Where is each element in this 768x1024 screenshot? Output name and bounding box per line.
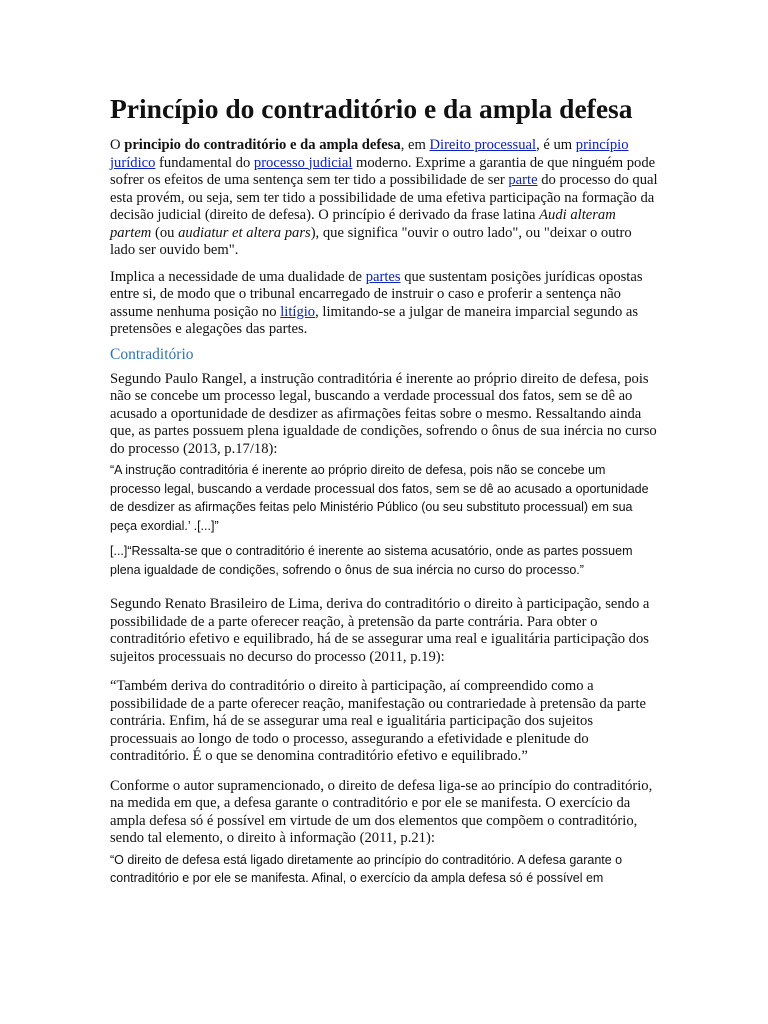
link-parte[interactable]: parte xyxy=(508,172,538,188)
intro-latin-phrase: Audi alteram partem xyxy=(110,207,616,241)
intro-text: O xyxy=(110,137,125,153)
intro-text: moderno. Exprime a garantia de que ninguém pode sofrer os efeitos de uma sentença sem ter tido a possibilidade de ser xyxy=(110,154,656,188)
link-principio-juridico[interactable]: princípio jurídico xyxy=(110,137,629,171)
quote-lima: “Também deriva do contraditório o direito à participação, aí compreendido como a possibilidade de a parte oferecer reação, manifestação ou contrariedade à pretensão da parte contrária. Enfim, há de se assegurar uma real e igualitária participação dos sujeitos processuais ao longo de todo o processo, assegurando a efetividade e plenitude do contraditório. É o que se denomina contraditório efetivo e equilibrado.” xyxy=(110,678,647,764)
quote-lima-2: “O direito de defesa está ligado diretamente ao princípio do contraditório. A defesa garante o contraditório e por ele se manifesta. Afinal, o exercício da ampla defesa só é possível em xyxy=(110,852,623,885)
intro-paragraph xyxy=(110,137,658,260)
link-direito-processual[interactable]: Direito processual xyxy=(429,137,537,153)
paragraph-text: , limitando-se a julgar de maneira imparcial segundo as pretensões e alegações das partes. xyxy=(110,303,639,337)
quote-rangel-1: “A instrução contraditória é inerente ao próprio direito de defesa, pois não se concebe um processo legal, buscando a verdade processual dos fatos, sem se dê ao acusado a oportunidade de desdizer as afirmações feitas pelo Ministério Público (ou seu substituto processual) em sua peça exordial.’ .[...]” xyxy=(110,463,649,533)
link-partes[interactable]: partes xyxy=(365,268,401,285)
document-page xyxy=(110,92,658,888)
body-paragraph-partes xyxy=(110,269,658,339)
link-processo-judicial[interactable]: processo judicial xyxy=(253,154,353,171)
quote-rangel-2: [...]“Ressalta-se que o contraditório é inerente ao sistema acusatório, onde as partes possuem plena igualdade de condições, sofrendo o ônus de sua inércia no curso do processo.” xyxy=(110,544,633,577)
intro-text: fundamental do xyxy=(155,154,254,171)
intro-bold-term: principio do contraditório e da ampla defesa xyxy=(124,137,401,153)
section-heading-contraditorio: Contraditório xyxy=(110,345,194,363)
intro-text: ), que significa "ouvir o outro lado", ou "deixar o outro lado ser ouvido bem". xyxy=(110,224,632,258)
paragraph-text: Implica a necessidade de uma dualidade de xyxy=(110,268,366,285)
intro-text: do processo do qual esta provém, ou seja, sem ter tido a possibilidade de uma efetiva participação na formação da decisão judicial (direito de defesa). O princípio é derivado da frase latina xyxy=(110,172,658,223)
body-paragraph-defesa: Conforme o autor supramencionado, o direito de defesa liga-se ao princípio do contraditório, na medida em que, a defesa garante o contraditório e por ele se manifesta. O exercício da ampla defesa só é possível em virtude de um dos elementos que compõem o contraditório, sendo tal elemento, o direito à informação (2011, p.21): xyxy=(110,777,653,846)
intro-latin-phrase-alt: audiatur et altera pars xyxy=(178,224,311,241)
intro-text: , é um xyxy=(536,137,576,153)
intro-text: , em xyxy=(400,137,430,153)
body-paragraph-rangel: Segundo Paulo Rangel, a instrução contraditória é inerente ao próprio direito de defesa, pois não se concebe um processo legal, buscando a verdade processual dos fatos, sem se dê ao acusado a oportunidade de desdizer as afirmações feitas sobre o mesmo. Ressaltando ainda que, as partes possuem plena igualdade de condições, sofrendo o ônus de sua inércia no curso do processo (2013, p.17/18): xyxy=(110,370,657,457)
page-title: Princípio do contraditório e da ampla defesa xyxy=(110,93,633,124)
body-paragraph-lima: Segundo Renato Brasileiro de Lima, deriva do contraditório o direito à participação, sendo a possibilidade de a parte oferecer reação, à pretensão da parte contrária. Para obter o contraditório efetivo e equilibrado, há de se assegurar uma real e igualitária participação dos sujeitos processuais no decurso do processo (2011, p.19): xyxy=(110,596,650,665)
paragraph-text: que sustentam posições jurídicas opostas entre si, de modo que o tribunal encarregado de instruir o caso e proferir a sentença não assume nenhuma posição no xyxy=(110,268,643,320)
intro-text: (ou xyxy=(151,224,179,241)
link-litigio[interactable]: litígio xyxy=(280,303,316,320)
